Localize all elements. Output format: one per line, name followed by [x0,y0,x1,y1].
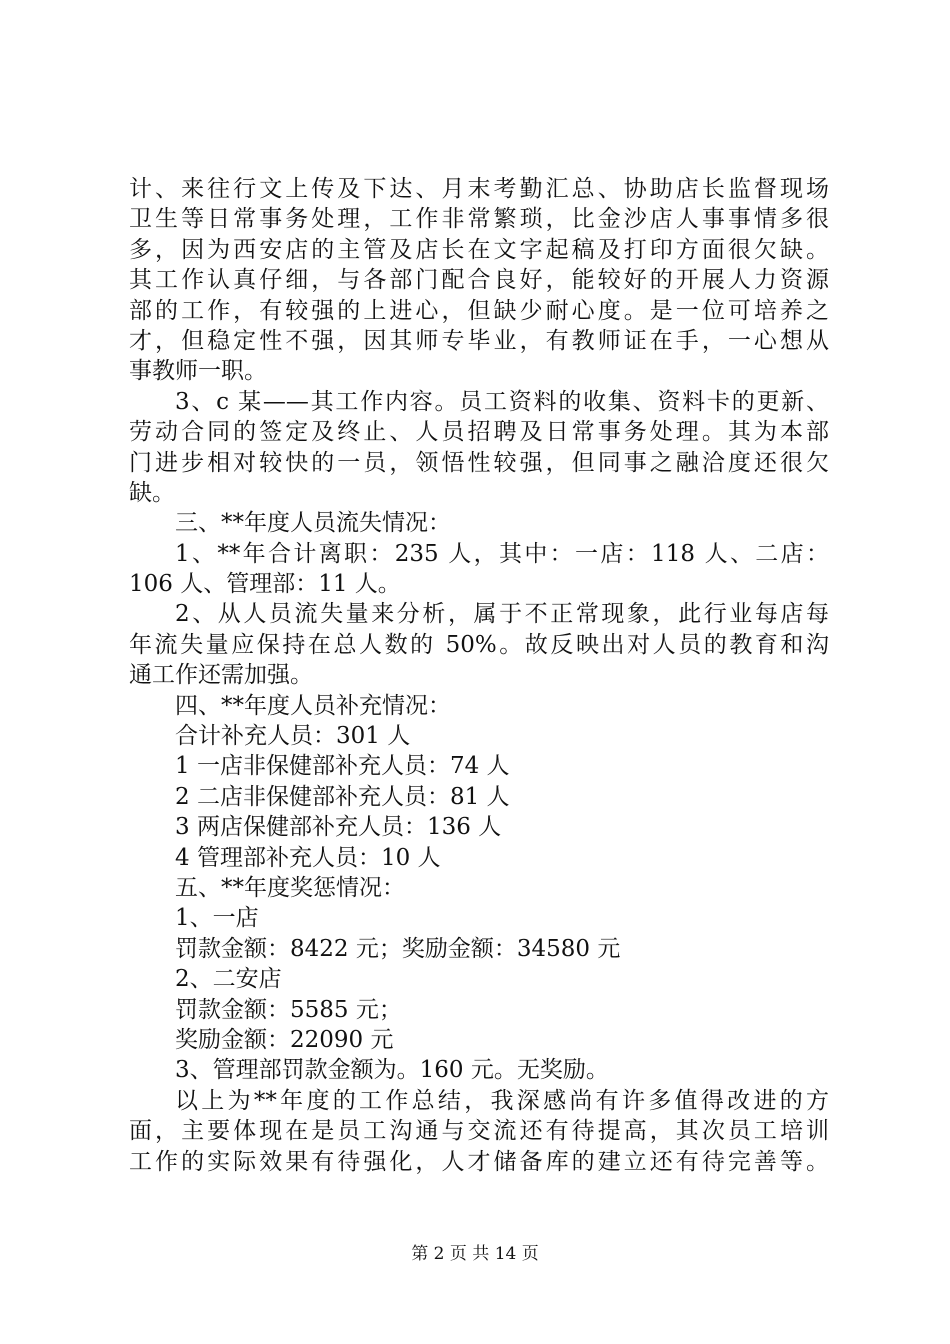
list-item: 2、二安店 [175,966,282,993]
text-line: 以上为**年度的工作总结，我深感尚有许多值得改进的方 [175,1087,829,1114]
text-line: 面，主要体现在是员工沟通与交流还有待提高，其次员工培训 [129,1118,829,1145]
section-heading: 五、**年度奖惩情况： [175,874,405,901]
text-line: 卫生等日常事务处理，工作非常繁琐，比金沙店人事事情多很 [129,206,829,233]
text-line: 106 人、管理部：11 人。 [129,571,401,598]
list-item: 合计补充人员：301 人 [175,723,411,750]
text-line: 年流失量应保持在总人数的 50%。故反映出对人员的教育和沟 [129,631,829,658]
text-line: 工作的实际效果有待强化，人才储备库的建立还有待完善等。 [129,1148,829,1175]
list-item: 4 管理部补充人员：10 人 [175,844,441,871]
text-line: 劳动合同的签定及终止、人员招聘及日常事务处理。其为本部 [129,419,829,446]
text-line: 3、c 某——其工作内容。员工资料的收集、资料卡的更新、 [175,388,829,415]
text-line: 缺。 [129,479,175,506]
text-line: 才，但稳定性不强，因其师专毕业，有教师证在手，一心想从 [129,327,829,354]
text-line: 通工作还需加强。 [129,662,313,689]
text-line: 1、**年合计离职：235 人，其中：一店：118 人、二店： [175,540,829,567]
list-item: 奖励金额：22090 元 [175,1026,394,1053]
list-item: 1 一店非保健部补充人员：74 人 [175,753,510,780]
text-line: 部的工作，有较强的上进心，但缺少耐心度。是一位可培养之 [129,297,829,324]
list-item: 3 两店保健部补充人员：136 人 [175,814,502,841]
text-line: 计、来往行文上传及下达、月末考勤汇总、协助店长监督现场 [129,176,829,202]
text-line: 事教师一职。 [129,358,267,385]
text-line: 多，因为西安店的主管及店长在文字起稿及打印方面很欠缺。 [129,236,829,263]
list-item: 2 二店非保健部补充人员：81 人 [175,783,510,810]
text-line: 2、从人员流失量来分析，属于不正常现象，此行业每店每 [175,601,829,628]
list-item: 1、一店 [175,905,259,932]
section-heading: 三、**年度人员流失情况： [175,510,451,537]
list-item: 罚款金额：5585 元； [175,996,402,1023]
list-item: 3、管理部罚款金额为。160 元。无奖励。 [175,1057,609,1084]
section-heading: 四、**年度人员补充情况： [175,692,451,719]
text-line: 门进步相对较快的一员，领悟性较强，但同事之融洽度还很欠 [129,449,829,476]
text-line: 其工作认真仔细，与各部门配合良好，能较好的开展人力资源 [129,267,829,294]
list-item: 罚款金额：8422 元；奖励金额：34580 元 [175,935,621,962]
page-number-footer: 第 2 页 共 14 页 [411,1244,539,1264]
document-body [129,174,829,1177]
